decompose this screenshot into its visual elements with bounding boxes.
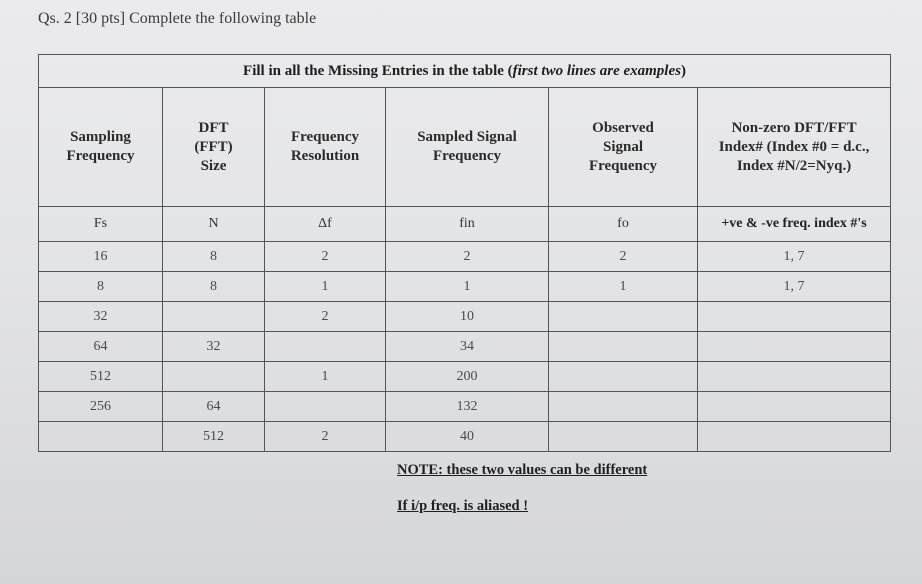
header-line: DFT [198, 119, 229, 136]
header-nonzero-dft-index [698, 88, 891, 207]
header-frequency-resolution [265, 88, 386, 207]
table-cell: 1 [549, 272, 698, 302]
table-cell: 40 [386, 422, 549, 452]
table-cell[interactable] [549, 422, 698, 452]
table-title-italic: first two lines are examples [512, 62, 681, 79]
symbol-cell: N [163, 207, 265, 242]
table-cell: 132 [386, 392, 549, 422]
table-cell: 8 [39, 272, 163, 302]
header-line: Sampling [70, 129, 131, 145]
table-cell[interactable] [265, 392, 386, 422]
table-cell[interactable] [39, 422, 163, 452]
table-cell[interactable] [549, 302, 698, 332]
symbol-cell: Δf [265, 207, 386, 242]
table-row [39, 332, 891, 362]
header-sampled-signal-frequency [386, 88, 549, 207]
table-cell: 64 [39, 332, 163, 362]
header-line: Frequency [66, 148, 135, 164]
table-cell: 64 [163, 392, 265, 422]
header-observed-signal-frequency [549, 88, 698, 207]
fft-table [38, 54, 891, 452]
header-line: Resolution [290, 148, 360, 164]
header-line: Frequency [432, 148, 502, 164]
table-cell: 512 [163, 422, 265, 452]
table-title [39, 55, 891, 88]
table-row [39, 392, 891, 422]
symbol-cell: fo [549, 207, 698, 242]
table-row [39, 242, 891, 272]
table-row [39, 362, 891, 392]
table-cell: 16 [39, 242, 163, 272]
header-line: Non-zero DFT/FFT [731, 119, 857, 136]
table-cell[interactable] [698, 362, 891, 392]
note-aliasing: NOTE: these two values can be different [397, 462, 648, 478]
table-cell: 1, 7 [698, 242, 891, 272]
table-cell: 34 [386, 332, 549, 362]
header-dft-size [163, 88, 265, 207]
table-cell[interactable] [698, 302, 891, 332]
header-line: Sampled Signal [417, 129, 517, 145]
table-cell: 8 [163, 272, 265, 302]
table-cell[interactable] [698, 422, 891, 452]
table-cell: 10 [386, 302, 549, 332]
header-line: Observed [592, 119, 654, 136]
table-cell: 2 [265, 242, 386, 272]
table-cell: 8 [163, 242, 265, 272]
table-cell[interactable] [265, 332, 386, 362]
table-row [39, 272, 891, 302]
header-line: Signal [602, 138, 644, 155]
header-line: Frequency [290, 129, 360, 145]
symbol-cell: Fs [39, 207, 163, 242]
table-title-text: Fill in all the Missing Entries in the table ( [243, 62, 513, 79]
table-cell[interactable] [549, 392, 698, 422]
table-cell: 2 [386, 242, 549, 272]
question-title: Qs. 2 [30 pts] Complete the following table [38, 10, 317, 27]
table-cell[interactable] [163, 362, 265, 392]
table-cell[interactable] [549, 362, 698, 392]
table-cell: 2 [265, 302, 386, 332]
table-cell: 512 [39, 362, 163, 392]
table-cell: 2 [265, 422, 386, 452]
symbol-cell: +ve & -ve freq. index #'s [698, 207, 891, 242]
header-line: Index# (Index #0 = d.c., [718, 138, 870, 155]
table-cell: 1 [386, 272, 549, 302]
table-cell[interactable] [163, 302, 265, 332]
table-title-suffix: ) [680, 62, 686, 79]
table-cell: 32 [163, 332, 265, 362]
table-cell: 1 [265, 272, 386, 302]
table-cell[interactable] [549, 332, 698, 362]
table-cell: 200 [386, 362, 549, 392]
header-line: Size [200, 157, 227, 174]
table-cell[interactable] [698, 392, 891, 422]
symbol-row [39, 207, 891, 242]
table-cell: 1 [265, 362, 386, 392]
table-cell: 1, 7 [698, 272, 891, 302]
header-line: Index #N/2=Nyq.) [736, 157, 852, 174]
table-cell: 256 [39, 392, 163, 422]
table-row [39, 422, 891, 452]
table-cell: 32 [39, 302, 163, 332]
table-cell: 2 [549, 242, 698, 272]
header-sampling-frequency [39, 88, 163, 207]
note-aliased-input: If i/p freq. is aliased ! [397, 498, 529, 514]
symbol-cell: fin [386, 207, 549, 242]
header-line: Frequency [588, 157, 658, 174]
header-line: (FFT) [194, 138, 233, 155]
table-row [39, 302, 891, 332]
table-cell[interactable] [698, 332, 891, 362]
